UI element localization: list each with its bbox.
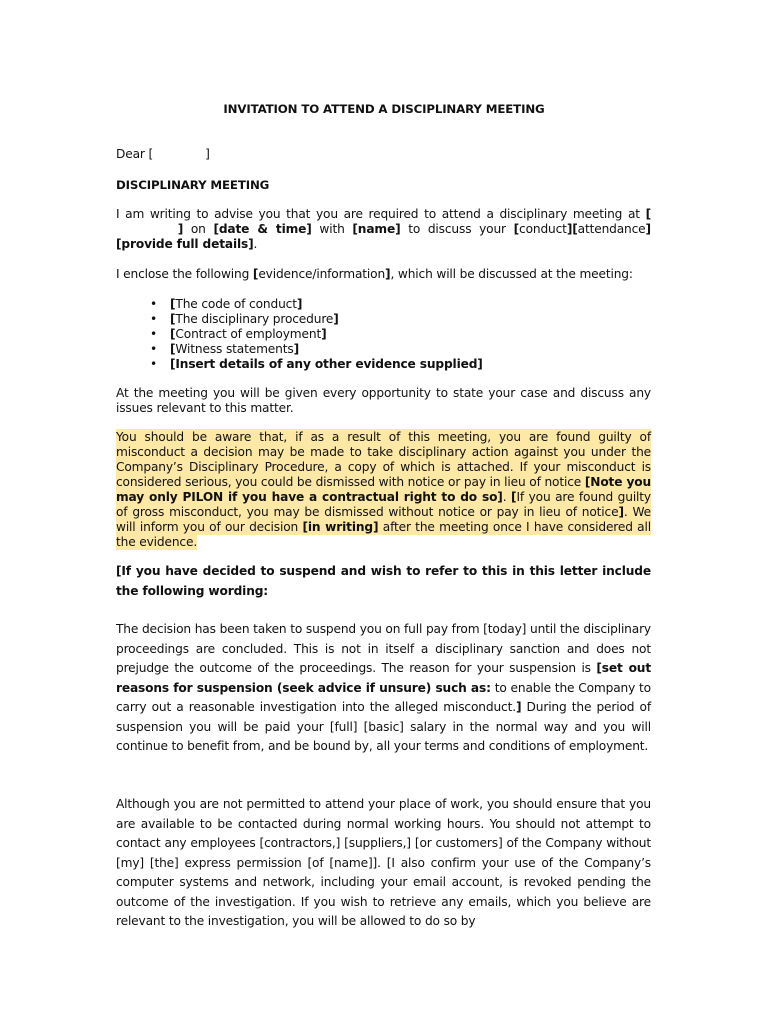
salutation <box>116 147 210 161</box>
text-run: . <box>253 237 258 251</box>
bold-run: ] <box>645 222 651 236</box>
bold-run: [name] <box>352 222 401 236</box>
text-run: to enable the Company to carry out a reasonable investigation into the alleged misconduct. <box>116 680 651 714</box>
bold-run: ] <box>177 222 184 236</box>
salutation-open: Dear [ <box>116 147 154 161</box>
list-item: • [Insert details of any other evidence supplied] <box>150 357 483 372</box>
text-run: During the period of suspension you will be paid your [full] [basic] salary in the normal way and you will continue to benefit from, and be bound by, all your terms and conditions of employment. <box>116 700 651 753</box>
list-item: • [Contract of employment] <box>150 327 483 342</box>
highlighted-bold: [ <box>511 490 517 504</box>
text-run: evidence/information <box>258 267 386 281</box>
highlighted-text: after the meeting once I have considered all the evidence. <box>116 520 651 549</box>
paragraph-suspension <box>116 620 651 757</box>
salutation-close: ] <box>205 147 210 161</box>
text-run: to discuss your <box>400 222 514 236</box>
bold-run: [ <box>645 207 651 221</box>
bold-run: ][ <box>566 222 578 236</box>
bold-run: [set out reasons for suspension (seek advice if unsure) such as: <box>116 661 652 695</box>
paragraph-suspension-instruction: [If you have decided to suspend and wish to refer to this in this letter include the following wording: <box>116 564 651 598</box>
text-run: The decision has been taken to suspend you on full pay from [today] until the disciplinary proceedings are concluded. This is not in itself a disciplinary sanction and does not prejudge the outcome of the proceedings. The reason for your suspension is <box>116 622 651 675</box>
highlighted-bold: [in writing] <box>302 520 379 534</box>
paragraph-warning <box>116 430 651 550</box>
paragraph-invitation <box>116 207 651 252</box>
paragraph-enclosures <box>116 267 651 282</box>
highlighted-bold: ] <box>618 505 624 519</box>
evidence-list <box>150 297 483 372</box>
bold-run: [ <box>252 267 259 281</box>
paragraph-availability: Although you are not permitted to attend your place of work, you should ensure that you are available to be contacted during normal working hours. You should not attempt to contact any employees [contractors,] [suppliers,] [or customers] of the Company without [my] [the] express permission [of [name]]. [I also confirm your use of the Company’s computer systems and network, including your email account, is revoked pending the outcome of the investigation. If you wish to retrieve any emails, which you believe are relevant to the investigation, you will be allowed to do so by <box>116 797 651 928</box>
paragraph-opportunity: At the meeting you will be given every opportunity to state your case and discuss any issues relevant to this matter. <box>116 386 651 415</box>
highlighted-text: You should be aware that, if as a result of this meeting, you are found guilty of misconduct a decision may be made to take disciplinary action against you under the Company’s Disciplinary Procedure, a copy of which is attached. If your misconduct is considered serious, you could be dismissed with notice or pay in lieu of notice <box>116 430 651 489</box>
bold-run: [ <box>513 222 520 236</box>
bold-run: ] <box>515 700 522 714</box>
text-run: conduct <box>519 222 567 236</box>
text-run: attendance <box>577 222 646 236</box>
list-item: • [The disciplinary procedure] <box>150 312 483 327</box>
text-run: on <box>183 222 214 236</box>
letter-title: INVITATION TO ATTEND A DISCIPLINARY MEETING <box>223 102 545 116</box>
text-run: I am writing to advise you that you are required to attend a disciplinary meeting at <box>116 207 646 221</box>
text-run: I enclose the following <box>116 267 253 281</box>
bold-run: ] <box>385 267 391 281</box>
bold-run: [date & time] <box>213 222 312 236</box>
text-run: with <box>311 222 353 236</box>
highlighted-text: . <box>502 490 512 504</box>
highlighted-text: . We will inform you of our decision <box>116 505 651 534</box>
highlighted-bold: [Note you may only PILON if you have a contractual right to do so] <box>116 475 651 504</box>
list-item: • [The code of conduct] <box>150 297 483 312</box>
list-item: • [Witness statements] <box>150 342 483 357</box>
section-heading: DISCIPLINARY MEETING <box>116 178 270 192</box>
text-run: , which will be discussed at the meeting: <box>390 267 633 281</box>
bold-run: [provide full details] <box>116 237 254 251</box>
highlighted-text: If you are found guilty of gross misconduct, you may be dismissed without notice or pay in lieu of notice <box>116 490 651 519</box>
